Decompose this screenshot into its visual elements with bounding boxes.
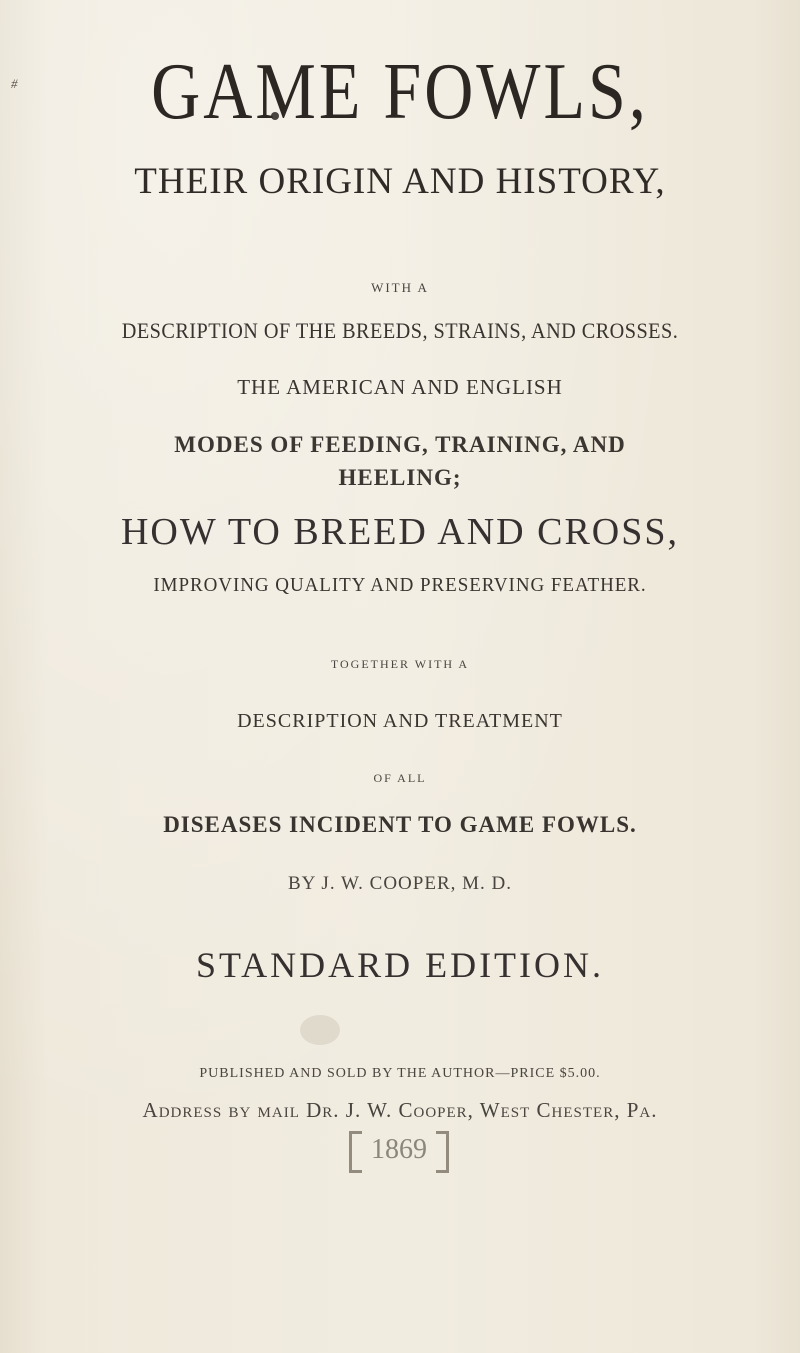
library-stamp	[349, 1125, 449, 1175]
of-all-text: OF ALL	[373, 771, 427, 785]
heeling-text: HEELING;	[338, 465, 462, 490]
publication-line: PUBLISHED AND SOLD BY THE AUTHOR—PRICE $5.00.	[199, 1066, 601, 1081]
description-breeds-text: DESCRIPTION OF THE BREEDS, STRAINS, AND CROSSES.	[121, 318, 679, 343]
stamp-bracket-right	[436, 1131, 449, 1173]
american-english-text: THE AMERICAN AND ENGLISH	[237, 375, 563, 399]
diseases-text: DISEASES INCIDENT TO GAME FOWLS.	[163, 812, 637, 837]
description-treatment-text: DESCRIPTION AND TREATMENT	[237, 710, 563, 732]
corner-pencil-mark: #	[11, 76, 18, 91]
improving-quality-text: IMPROVING QUALITY AND PRESERVING FEATHER.	[153, 574, 647, 596]
author-line: BY J. W. COOPER, M. D.	[287, 873, 512, 894]
how-to-breed-heading: HOW TO BREED AND CROSS,	[120, 511, 680, 553]
stamp-bracket-left	[349, 1131, 362, 1173]
address-line: Address by mail Dr. J. W. Cooper, West Chester, Pa.	[142, 1098, 658, 1122]
book-subtitle: THEIR ORIGIN AND HISTORY,	[134, 161, 666, 202]
paper-stain	[300, 1015, 340, 1045]
book-title: GAME FOWLS,	[151, 46, 649, 136]
together-with-a-text: TOGETHER WITH A	[330, 657, 470, 671]
modes-text: MODES OF FEEDING, TRAINING, AND	[174, 432, 626, 457]
edition-heading: STANDARD EDITION.	[195, 945, 605, 985]
stamp-text: 1869	[371, 1134, 427, 1165]
with-a-text: WITH A	[371, 280, 429, 295]
